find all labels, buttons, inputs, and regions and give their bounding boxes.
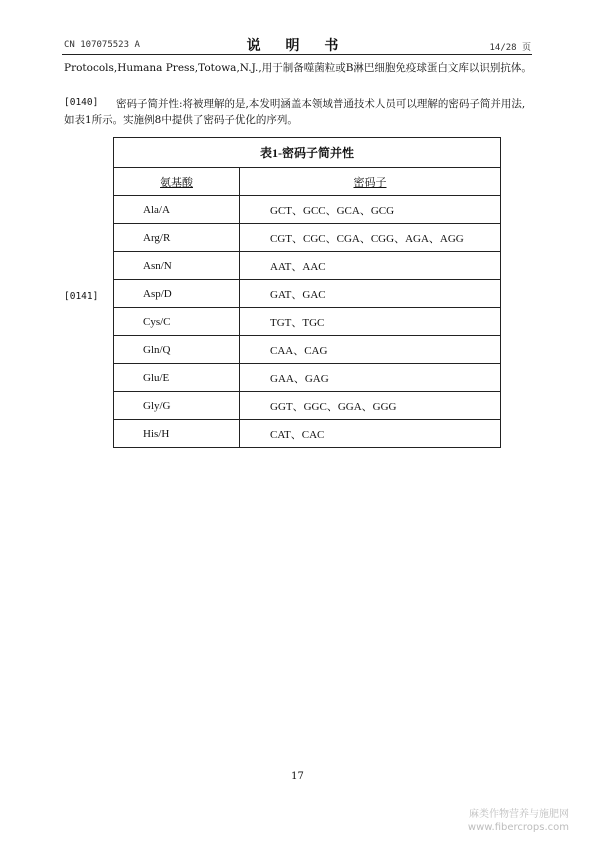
table-row (114, 252, 501, 280)
codon-cell: AAT、AAC (240, 252, 501, 280)
amino-acid-cell: Glu/E (114, 364, 240, 392)
amino-acid-cell: Asp/D (114, 280, 240, 308)
amino-acid-cell: Asn/N (114, 252, 240, 280)
codon-degeneracy-table (113, 137, 501, 448)
codon-cell: GAT、GAC (240, 280, 501, 308)
column-header-amino-acid-text: 氨基酸 (160, 176, 193, 189)
codon-cell: GAA、GAG (240, 364, 501, 392)
watermark-line-2: www.fibercrops.com (467, 822, 569, 833)
amino-acid-cell: Gly/G (114, 392, 240, 420)
amino-acid-cell: Arg/R (114, 224, 240, 252)
table-row (114, 392, 501, 420)
column-header-amino-acid (114, 168, 240, 196)
table-row (114, 224, 501, 252)
table-row (114, 308, 501, 336)
paragraph-continuation: Protocols,Humana Press,Totowa,N.J.,用于制备噬菌粒或B淋巴细胞免疫球蛋白文库以识别抗体。 (64, 62, 532, 74)
site-watermark (468, 808, 569, 834)
table-title-row (114, 138, 501, 168)
amino-acid-cell: Ala/A (114, 196, 240, 224)
table-row (114, 196, 501, 224)
paragraph-0140-text: 密码子简并性:将被理解的是,本发明涵盖本领域普通技术人员可以理解的密码子简并用法,如表1所示。实施例8中提供了密码子优化的序列。 (64, 98, 526, 126)
column-header-codon (240, 168, 501, 196)
codon-cell: GGT、GGC、GGA、GGG (240, 392, 501, 420)
table-title: 表1-密码子简并性 (114, 138, 501, 168)
amino-acid-cell: Cys/C (114, 308, 240, 336)
paragraph-0140 (64, 96, 532, 128)
page-title: 说 明 书 (246, 38, 349, 54)
page-number: 17 (291, 771, 304, 782)
watermark-line-1: 麻类作物营养与施肥网 (469, 809, 569, 820)
table-row (114, 280, 501, 308)
table-row (114, 420, 501, 448)
paragraph-tag-0140: [0140] (64, 97, 99, 108)
amino-acid-cell: His/H (114, 420, 240, 448)
codon-cell: CAT、CAC (240, 420, 501, 448)
codon-cell: CGT、CGC、CGA、CGG、AGA、AGG (240, 224, 501, 252)
table-row (114, 364, 501, 392)
header-divider (62, 54, 532, 55)
column-header-codon-text: 密码子 (353, 176, 387, 189)
codon-cell: GCT、GCC、GCA、GCG (240, 196, 501, 224)
codon-cell: CAA、CAG (240, 336, 501, 364)
table-row (114, 336, 501, 364)
amino-acid-cell: Gln/Q (114, 336, 240, 364)
codon-cell: TGT、TGC (240, 308, 501, 336)
page-reference: 14/28 页 (489, 43, 531, 53)
paragraph-tag-0141: [0141] (64, 291, 99, 302)
table-header-row (114, 168, 501, 196)
document-number: CN 107075523 A (64, 40, 140, 50)
